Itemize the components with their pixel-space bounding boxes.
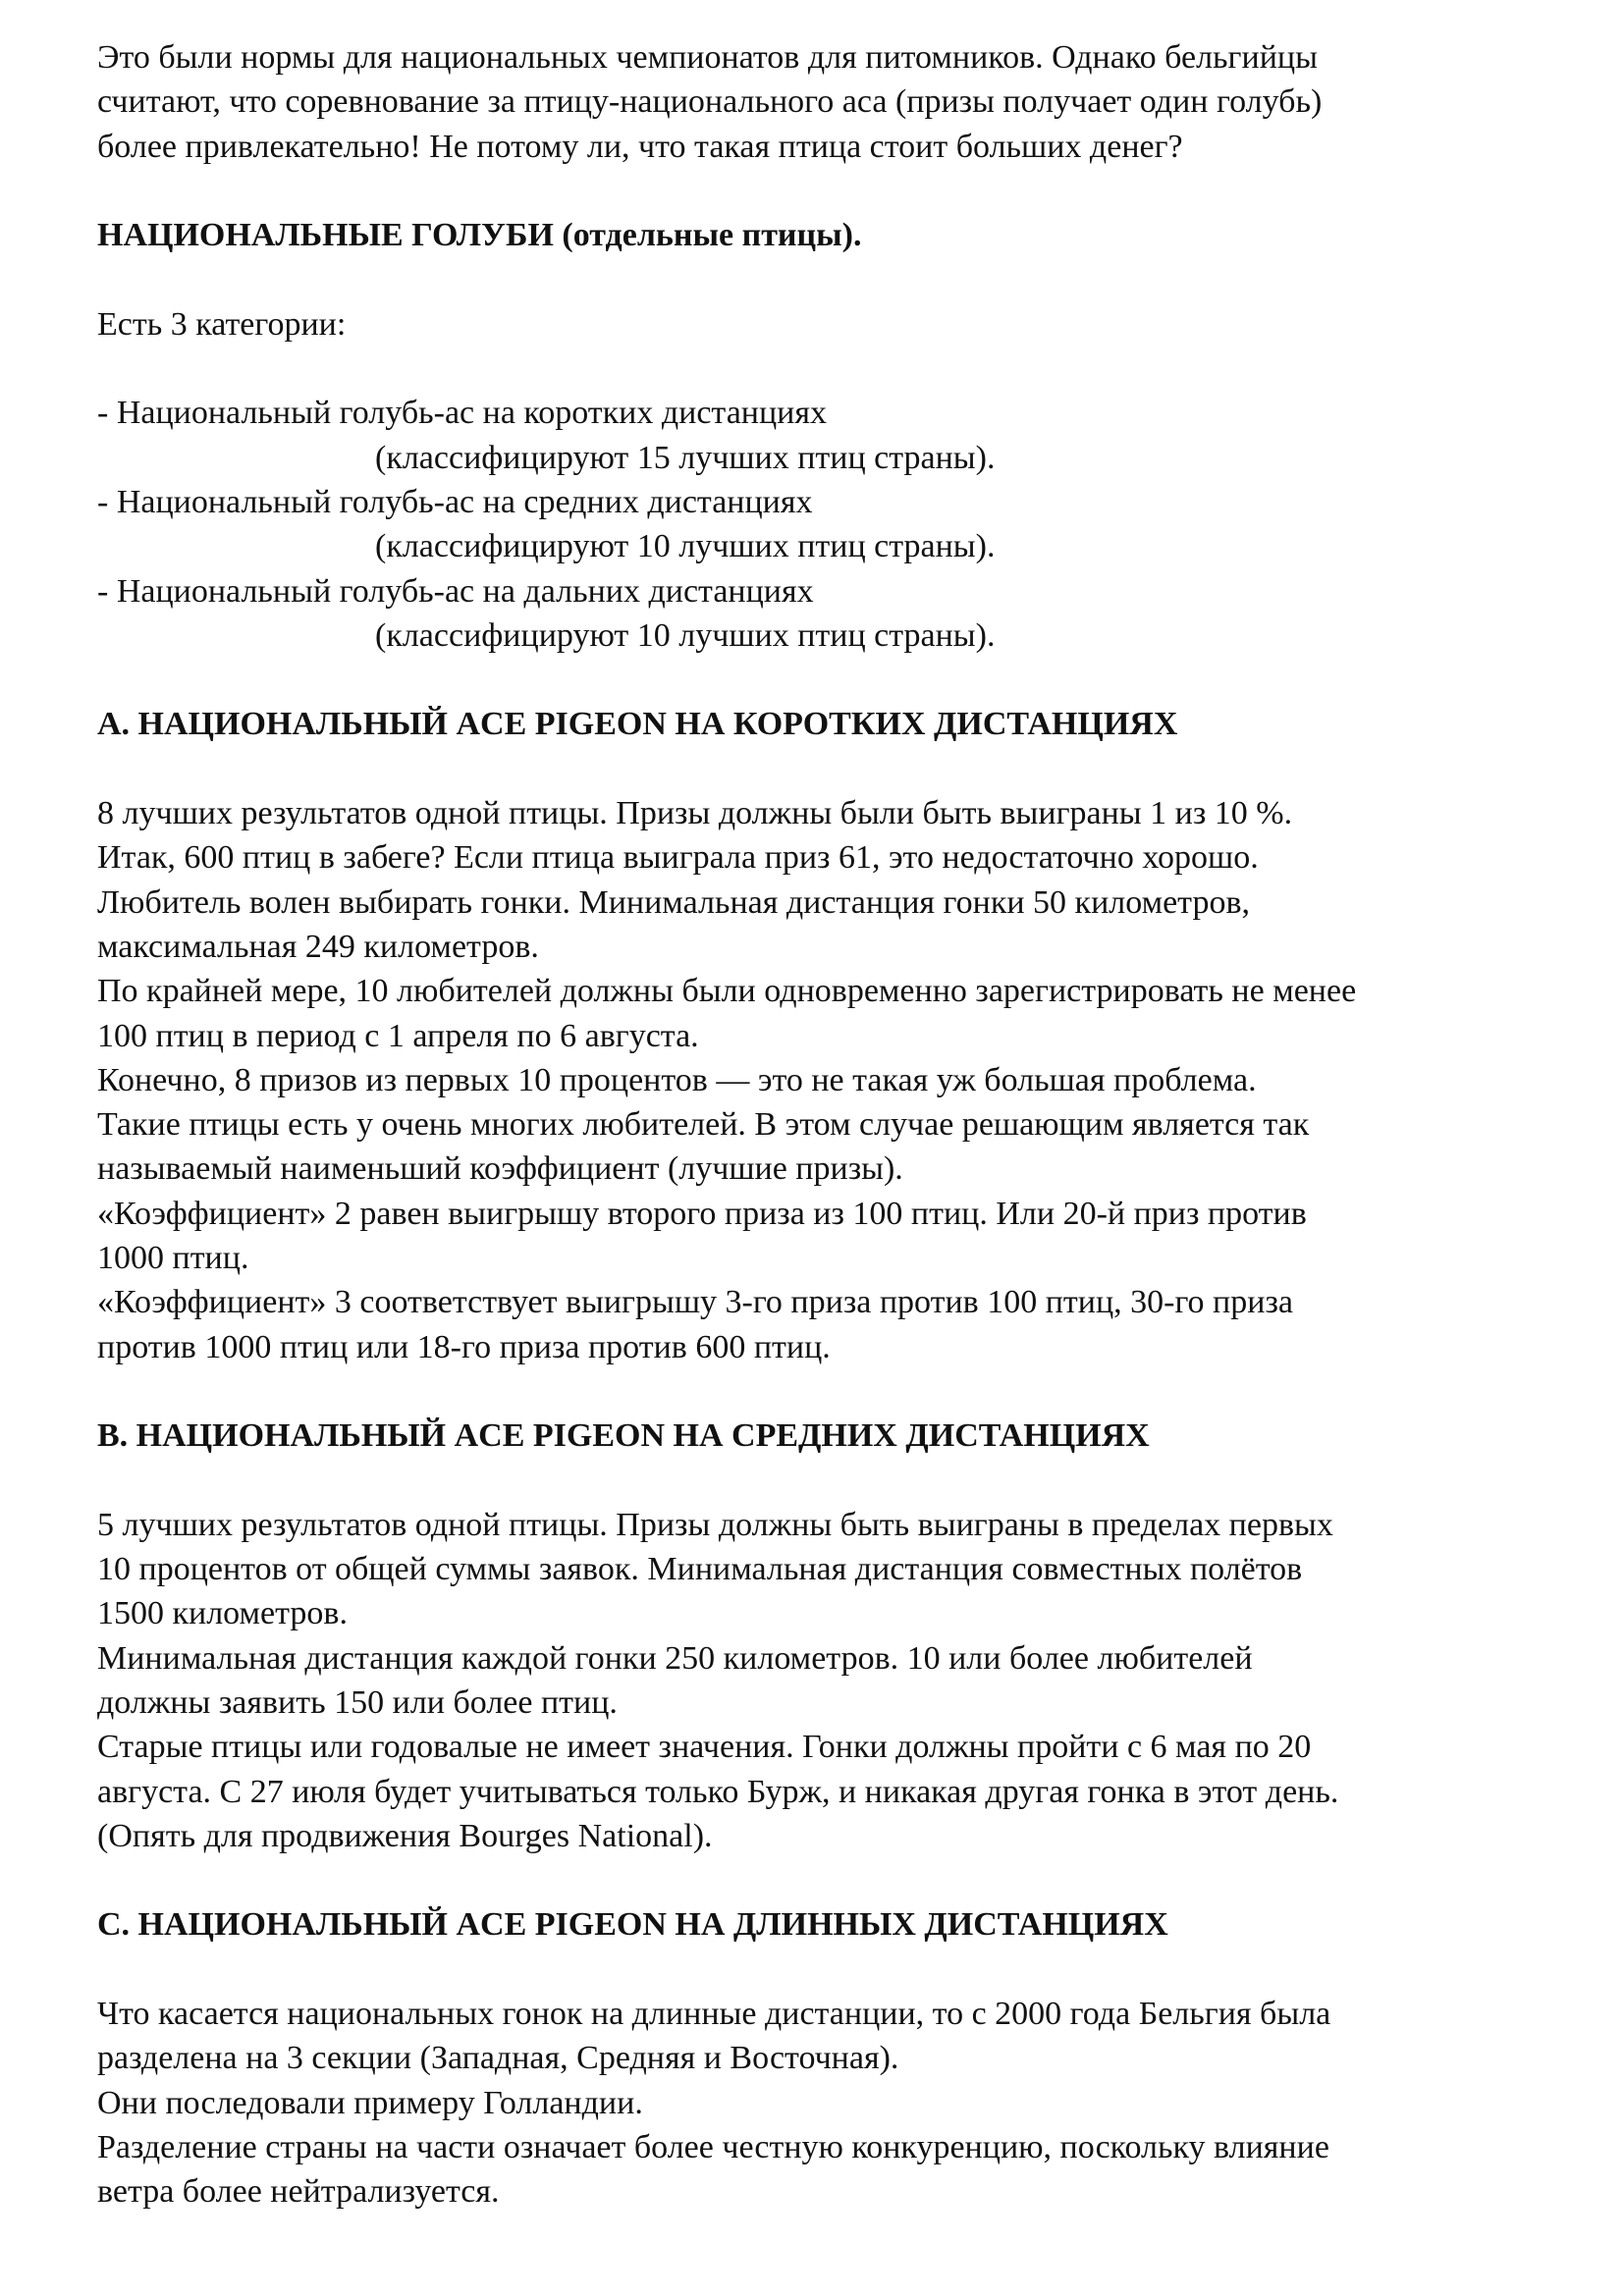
spacer	[97, 257, 1545, 301]
text-line: Конечно, 8 призов из первых 10 процентов — это не такая уж большая проблема.	[97, 1061, 1257, 1098]
spacer	[97, 658, 1545, 702]
text-line: Они последовали примеру Голландии.	[97, 2084, 643, 2121]
text-line: должны заявить 150 или более птиц.	[97, 1683, 618, 1721]
category-name: - Национальный голубь-ас на средних дистанциях	[97, 483, 813, 520]
text-line: более привлекательно! Не потому ли, что такая птица стоит больших денег?	[97, 128, 1183, 165]
spacer	[97, 1948, 1545, 1992]
spacer	[97, 1459, 1545, 1503]
text-line: считают, что соревнование за птицу-национального аса (призы получает один голубь)	[97, 83, 1323, 121]
section-b-heading: B. НАЦИОНАЛЬНЫЙ ACE PIGEON НА СРЕДНИХ ДИСТАНЦИЯХ	[97, 1417, 1150, 1455]
text-line: Разделение страны на части означает более честную конкуренцию, поскольку влияние	[97, 2128, 1329, 2165]
section-c-heading: C. НАЦИОНАЛЬНЫЙ ACE PIGEON НА ДЛИННЫХ ДИСТАНЦИЯХ	[97, 1906, 1168, 1944]
section-b-body	[97, 1503, 1545, 1858]
category-note: (классифицируют 15 лучших птиц страны).	[375, 439, 996, 476]
text-line: против 1000 птиц или 18-го приза против 600 птиц.	[97, 1328, 831, 1365]
text-line: По крайней мере, 10 любителей должны были одновременно зарегистрировать не менее	[97, 973, 1357, 1010]
text-line: Минимальная дистанция каждой гонки 250 километров. 10 или более любителей	[97, 1639, 1253, 1677]
section-c-body	[97, 1992, 1545, 2214]
category-name: - Национальный голубь-ас на дальних дистанциях	[97, 572, 814, 610]
text-line: называемый наименьший коэффициент (лучшие призы).	[97, 1150, 903, 1188]
spacer	[97, 1369, 1545, 1414]
text-line: ветра более нейтрализуется.	[97, 2173, 500, 2211]
national-pigeons-heading: НАЦИОНАЛЬНЫЕ ГОЛУБИ (отдельные птицы).	[97, 217, 862, 254]
text-line: 10 процентов от общей суммы заявок. Минимальная дистанция совместных полётов	[97, 1551, 1303, 1588]
intro-paragraph	[97, 35, 1545, 169]
category-note: (классифицируют 10 лучших птиц страны).	[375, 528, 996, 565]
text-line: разделена на 3 секции (Западная, Средняя и Восточная).	[97, 2040, 899, 2077]
spacer	[97, 747, 1545, 791]
text-line: 8 лучших результатов одной птицы. Призы должны были быть выиграны 1 из 10 %.	[97, 795, 1293, 832]
text-line: (Опять для продвижения Bourges National).	[97, 1817, 713, 1854]
text-line: Итак, 600 птиц в забеге? Если птица выиграла приз 61, это недостаточно хорошо.	[97, 839, 1259, 877]
text-line: августа. С 27 июля будет учитываться только Бурж, и никакая другая гонка в этот день.	[97, 1773, 1339, 1810]
text-line: Старые птицы или годовалые не имеет значения. Гонки должны пройти с 6 мая по 20	[97, 1729, 1312, 1766]
text-line: Такие птицы есть у очень многих любителей. В этом случае решающим является так	[97, 1106, 1310, 1144]
spacer	[97, 347, 1545, 391]
spacer	[97, 1858, 1545, 1902]
section-a-heading: A. НАЦИОНАЛЬНЫЙ ACE PIGEON НА КОРОТКИХ ДИСТАНЦИЯХ	[97, 706, 1178, 743]
text-line: Что касается национальных гонок на длинные дистанции, то с 2000 года Бельгия была	[97, 1996, 1331, 2033]
text-line: «Коэффициент» 2 равен выигрышу второго приза из 100 птиц. Или 20-й приз против	[97, 1195, 1307, 1232]
text-line: Это были нормы для национальных чемпионатов для питомников. Однако бельгийцы	[97, 39, 1318, 76]
text-line: 1000 птиц.	[97, 1240, 249, 1277]
text-line: максимальная 249 километров.	[97, 928, 539, 965]
text-line: 100 птиц в период с 1 апреля по 6 августа.	[97, 1017, 699, 1054]
spacer	[97, 169, 1545, 213]
category-note: (классифицируют 10 лучших птиц страны).	[375, 616, 996, 654]
categories-list	[97, 391, 1545, 658]
category-name: - Национальный голубь-ас на коротких дистанциях	[97, 395, 828, 432]
text-line: Любитель волен выбирать гонки. Минимальная дистанция гонки 50 километров,	[97, 883, 1251, 921]
text-line: «Коэффициент» 3 соответствует выигрышу 3-го приза против 100 птиц, 30-го приза	[97, 1284, 1293, 1321]
text-line: 5 лучших результатов одной птицы. Призы должны быть выиграны в пределах первых	[97, 1506, 1333, 1543]
categories-intro: Есть 3 категории:	[97, 305, 347, 343]
text-line: 1500 километров.	[97, 1595, 348, 1632]
section-a-body	[97, 791, 1545, 1369]
